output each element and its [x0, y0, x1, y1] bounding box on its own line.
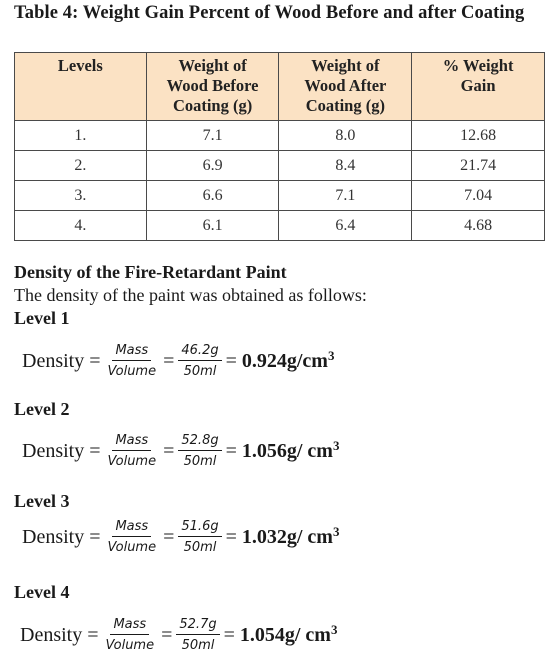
- equals-sign: =: [161, 624, 173, 646]
- volume-value: 50ml: [181, 638, 215, 653]
- mass-volume-fraction: [105, 343, 160, 380]
- density-result: [240, 624, 338, 647]
- equals-sign: =: [163, 440, 175, 462]
- cell-weight-after: 8.4: [279, 151, 412, 181]
- cell-weight-gain: 4.68: [412, 211, 545, 241]
- result-exponent: 3: [327, 348, 335, 363]
- cell-weight-after: 6.4: [279, 211, 412, 241]
- result-exponent: 3: [332, 524, 340, 539]
- mass-value: 52.8g: [178, 433, 221, 451]
- equals-sign: =: [163, 526, 175, 548]
- value-fraction: [178, 433, 221, 470]
- result-value: 1.054g/ cm: [239, 624, 331, 646]
- value-fraction: [178, 343, 221, 380]
- level-label: Level 4: [14, 582, 70, 602]
- equals-sign: =: [89, 350, 101, 372]
- intro-text: The density of the paint was obtained as follows:: [14, 285, 367, 305]
- cell-weight-gain: 21.74: [412, 151, 545, 181]
- header-weight-before: [146, 53, 279, 121]
- volume-value: 50ml: [183, 364, 217, 379]
- formula-lhs: Density: [22, 526, 85, 548]
- weight-gain-table: [14, 52, 545, 241]
- equals-sign: =: [225, 350, 237, 372]
- table-caption: Table 4: Weight Gain Percent of Wood Before and after Coating: [14, 3, 525, 23]
- mass-value: 46.2g: [178, 343, 221, 361]
- value-fraction: [176, 617, 219, 654]
- table-header-row: [15, 53, 545, 121]
- cell-level: 2.: [15, 151, 147, 181]
- fraction-denominator: Volume: [107, 364, 157, 379]
- cell-level: 4.: [15, 211, 147, 241]
- fraction-numerator: Mass: [110, 617, 149, 635]
- equals-sign: =: [89, 440, 101, 462]
- cell-weight-before: 7.1: [146, 121, 279, 151]
- header-line: Levels: [57, 56, 103, 75]
- header-line: Weight of: [311, 56, 380, 75]
- equals-sign: =: [223, 624, 235, 646]
- volume-value: 50ml: [183, 540, 217, 555]
- equals-sign: =: [87, 624, 99, 646]
- result-value: 1.032g/ cm: [241, 526, 333, 548]
- result-value: 0.924g/cm: [241, 350, 328, 372]
- equals-sign: =: [225, 526, 237, 548]
- fraction-numerator: Mass: [112, 519, 151, 537]
- fraction-denominator: Volume: [105, 638, 155, 653]
- equals-sign: =: [89, 526, 101, 548]
- mass-value: 51.6g: [178, 519, 221, 537]
- volume-value: 50ml: [183, 454, 217, 469]
- cell-level: 3.: [15, 181, 147, 211]
- cell-weight-before: 6.6: [146, 181, 279, 211]
- header-weight-gain: [412, 53, 545, 121]
- value-fraction: [178, 519, 221, 556]
- table-row: [15, 181, 545, 211]
- cell-weight-before: 6.1: [146, 211, 279, 241]
- fraction-numerator: Mass: [112, 343, 151, 361]
- header-line: Coating (g): [172, 96, 253, 115]
- density-result: [242, 526, 340, 549]
- header-line: Weight of: [178, 56, 247, 75]
- formula-lhs: Density: [22, 440, 85, 462]
- density-result: [242, 440, 340, 463]
- cell-weight-after: 7.1: [279, 181, 412, 211]
- header-line: % Weight: [442, 56, 514, 75]
- cell-weight-after: 8.0: [279, 121, 412, 151]
- equals-sign: =: [225, 440, 237, 462]
- fraction-numerator: Mass: [112, 433, 151, 451]
- header-line: Gain: [460, 76, 496, 95]
- result-exponent: 3: [330, 622, 338, 637]
- cell-weight-gain: 7.04: [412, 181, 545, 211]
- equals-sign: =: [163, 350, 175, 372]
- density-formula: [22, 433, 339, 470]
- level-label: Level 2: [14, 399, 70, 419]
- mass-volume-fraction: [105, 519, 160, 556]
- density-formula: [22, 343, 334, 380]
- density-formula: [20, 617, 337, 654]
- mass-value: 52.7g: [176, 617, 219, 635]
- fraction-denominator: Volume: [107, 540, 157, 555]
- header-levels: [15, 53, 147, 121]
- fraction-denominator: Volume: [107, 454, 157, 469]
- table-row: [15, 151, 545, 181]
- mass-volume-fraction: [105, 433, 160, 470]
- header-line: Wood After: [304, 76, 387, 95]
- level-label: Level 1: [14, 308, 70, 328]
- header-line: Coating (g): [305, 96, 385, 115]
- section-heading: Density of the Fire-Retardant Paint: [14, 262, 287, 282]
- result-value: 1.056g/ cm: [241, 440, 333, 462]
- formula-lhs: Density: [20, 624, 83, 646]
- table-row: [15, 211, 545, 241]
- formula-lhs: Density: [22, 350, 85, 372]
- cell-weight-before: 6.9: [146, 151, 279, 181]
- mass-volume-fraction: [103, 617, 158, 654]
- cell-level: 1.: [15, 121, 147, 151]
- density-result: [242, 350, 335, 373]
- header-weight-after: [279, 53, 412, 121]
- density-formula: [22, 519, 339, 556]
- result-exponent: 3: [332, 438, 340, 453]
- header-line: Wood Before: [166, 76, 259, 95]
- level-label: Level 3: [14, 491, 70, 511]
- table-row: [15, 121, 545, 151]
- cell-weight-gain: 12.68: [412, 121, 545, 151]
